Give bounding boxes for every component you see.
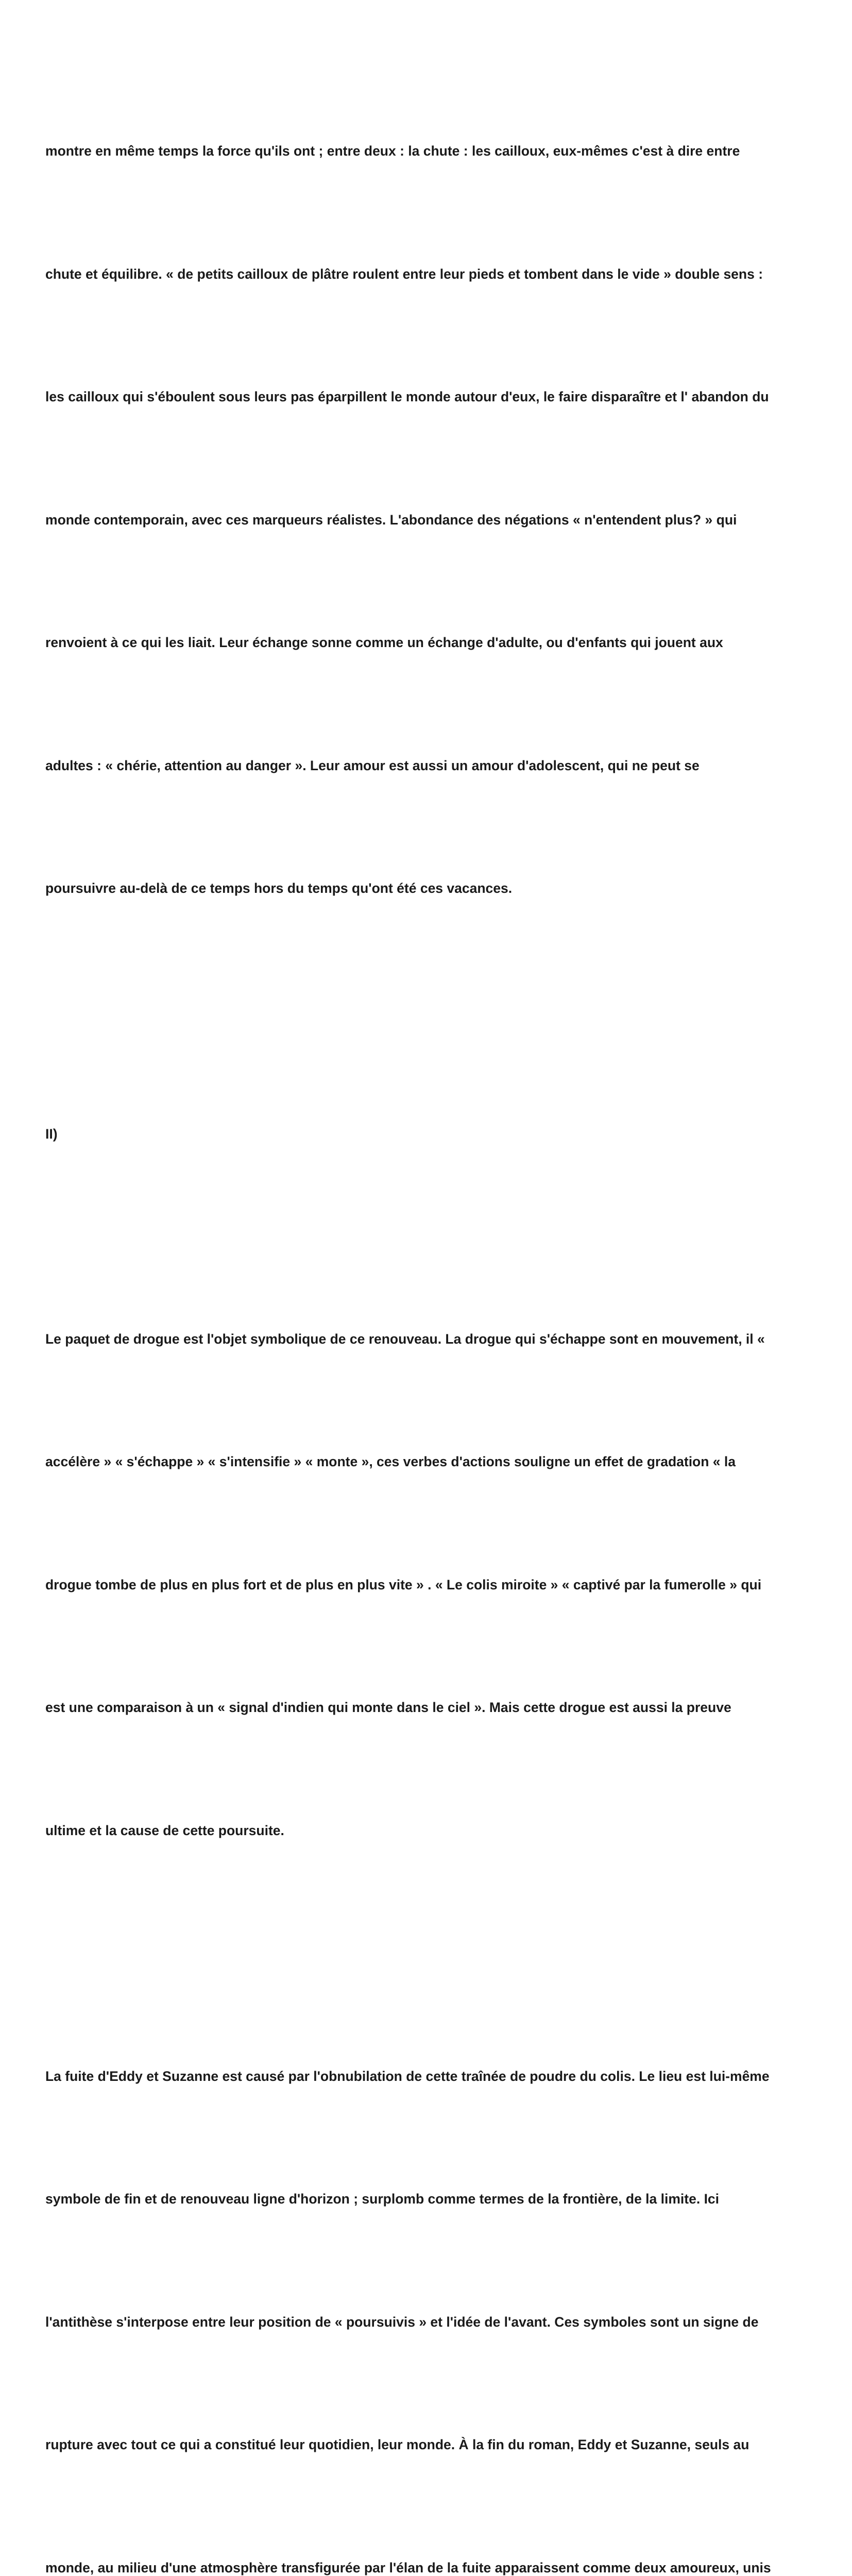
- section-heading-ii: [45, 1032, 818, 1237]
- text-line: drogue tombe de plus en plus fort et de plus en plus vite » . « Le colis miroite » « captivé par la fumerolle » qui: [45, 1565, 818, 1606]
- paragraph-spacer: [45, 991, 818, 1032]
- text-line: Le paquet de drogue est l'objet symbolique de ce renouveau. La drogue qui s'échappe sont en mouvement, il «: [45, 1319, 818, 1360]
- text-line: renvoient à ce qui les liait. Leur échange sonne comme un échange d'adulte, ou d'enfants qui jouent aux: [45, 622, 818, 664]
- document-page: [45, 49, 818, 2576]
- paragraph-chute-equilibre: [45, 49, 818, 991]
- text-line: chute et équilibre. « de petits cailloux de plâtre roulent entre leur pieds et tombent dans le vide » double sens :: [45, 254, 818, 295]
- paragraph-paquet-drogue: [45, 1237, 818, 1934]
- text-line: monde, au milieu d'une atmosphère transfigurée par l'élan de la fuite apparaissent comme deux amoureux, unis: [45, 2548, 818, 2576]
- text-line: rupture avec tout ce qui a constitué leur quotidien, leur monde. À la fin du roman, Eddy et Suzanne, seuls au: [45, 2425, 818, 2466]
- heading-text: II): [45, 1114, 818, 1155]
- text-line: monde contemporain, avec ces marqueurs réalistes. L'abondance des négations « n'entendent plus? » qui: [45, 500, 818, 541]
- text-line: poursuivre au-delà de ce temps hors du temps qu'ont été ces vacances.: [45, 868, 818, 909]
- text-line: ultime et la cause de cette poursuite.: [45, 1810, 818, 1852]
- paragraph-spacer: [45, 1933, 818, 1974]
- text-line: adultes : « chérie, attention au danger ». Leur amour est aussi un amour d'adolescent, qui ne peut se: [45, 745, 818, 787]
- text-line: symbole de fin et de renouveau ligne d'horizon ; surplomb comme termes de la frontière, de la limite. Ici: [45, 2179, 818, 2220]
- text-line: les cailloux qui s'éboulent sous leurs pas éparpillent le monde autour d'eux, le faire disparaître et l' abandon du: [45, 377, 818, 418]
- text-line: montre en même temps la force qu'ils ont ; entre deux : la chute : les cailloux, eux-mêmes c'est à dire entre: [45, 131, 818, 172]
- paragraph-fuite-eddy-suzanne: [45, 1974, 818, 2576]
- text-line: La fuite d'Eddy et Suzanne est causé par l'obnubilation de cette traînée de poudre du colis. Le lieu est lui-même: [45, 2056, 818, 2097]
- text-line: accélère » « s'échappe » « s'intensifie » « monte », ces verbes d'actions souligne un effet de gradation « la: [45, 1442, 818, 1483]
- text-line: est une comparaison à un « signal d'indien qui monte dans le ciel ». Mais cette drogue est aussi la preuve: [45, 1687, 818, 1728]
- text-line: l'antithèse s'interpose entre leur position de « poursuivis » et l'idée de l'avant. Ces symboles sont un signe de: [45, 2302, 818, 2343]
